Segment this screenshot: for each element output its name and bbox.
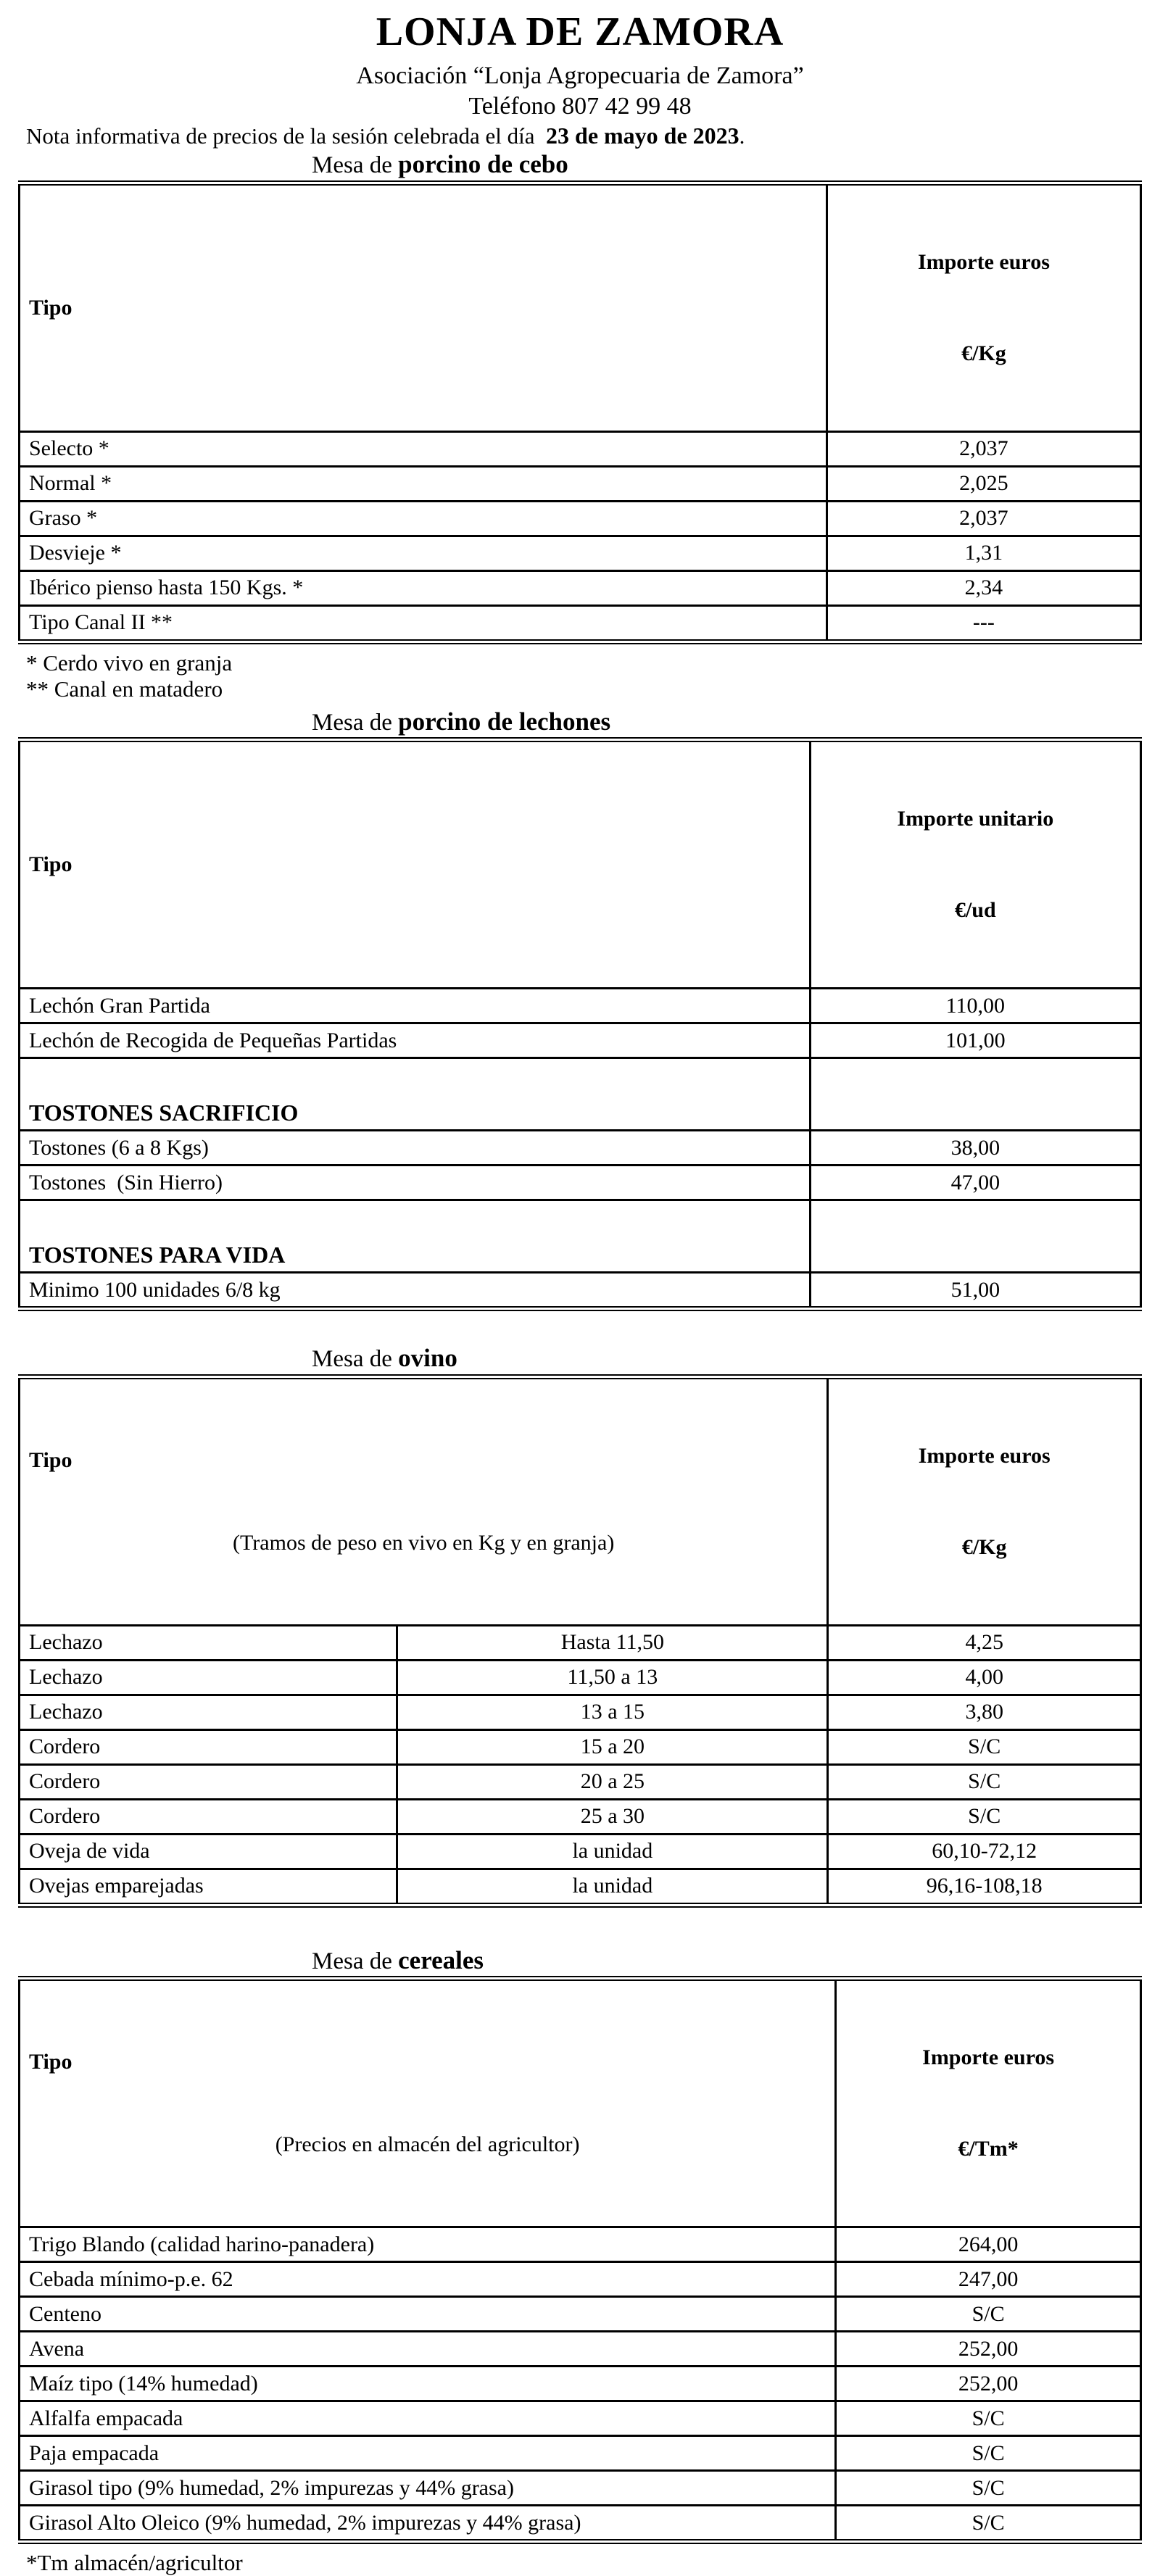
row-value: 2,025 [826,466,1140,501]
tipo-subnote: (Precios en almacén del agricultor) [275,2132,580,2157]
cereales-table [18,1976,1142,2544]
row-label: Tostones (6 a 8 Kgs) [20,1131,811,1166]
row-value: 252,00 [836,2332,1141,2367]
row-label: Graso * [20,501,827,536]
table-row [20,1660,1141,1695]
row-label: Selecto * [20,431,827,466]
row-label: Lechón Gran Partida [20,989,811,1023]
table-row [20,1869,1141,1905]
row-value: --- [826,605,1140,641]
row-label: Paja empacada [20,2436,836,2471]
row-range: la unidad [397,1834,828,1869]
row-range: 25 a 30 [397,1799,828,1834]
table-row [20,1695,1141,1729]
table-row [20,501,1141,536]
table-row [20,2297,1141,2332]
col-header-importe [826,183,1140,431]
heading-prefix: Mesa de [312,152,399,178]
row-label: Avena [20,2332,836,2367]
row-value: 47,00 [810,1166,1140,1200]
table-row [20,989,1141,1023]
row-value: S/C [828,1799,1141,1834]
row-label: Girasol Alto Oleico (9% humedad, 2% impurezas y 44% grasa) [20,2506,836,2542]
row-label: Lechón de Recogida de Pequeñas Partidas [20,1023,811,1058]
importe-label: Importe euros [917,249,1050,274]
row-value: 247,00 [836,2262,1141,2297]
row-value: 51,00 [810,1273,1140,1309]
row-label: Minimo 100 unidades 6/8 kg [20,1273,811,1309]
table-row [20,1023,1141,1058]
table-section-row [20,1200,1141,1273]
section-label: TOSTONES SACRIFICIO [20,1058,811,1131]
session-note-period: . [739,123,745,149]
section-heading-cereales [312,1945,1160,1977]
table-row [20,2367,1141,2401]
row-value: 252,00 [836,2367,1141,2401]
session-note [26,122,1160,149]
row-range: 15 a 20 [397,1729,828,1764]
section-label: TOSTONES PARA VIDA [20,1200,811,1273]
row-range: 11,50 a 13 [397,1660,828,1695]
table-row [20,1166,1141,1200]
row-value: 96,16-108,18 [828,1869,1141,1905]
col-header-importe [828,1376,1141,1625]
row-label: Normal * [20,466,827,501]
phone-line: Teléfono 807 42 99 48 [468,93,692,120]
page-title: LONJA DE ZAMORA [376,9,784,54]
tipo-label: Tipo [29,1447,72,1472]
porcino-lechones-table [18,737,1142,1311]
row-label: Girasol tipo (9% humedad, 2% impurezas y 44% grasa) [20,2471,836,2506]
row-label: Lechazo [20,1625,397,1660]
table-row [20,605,1141,641]
row-label: Tostones (Sin Hierro) [20,1166,811,1200]
row-label: Lechazo [20,1695,397,1729]
heading-bold: cereales [398,1945,484,1974]
table-row [20,2506,1141,2542]
importe-label: Importe euros [922,2045,1055,2070]
header-row [20,183,1141,431]
table-row [20,1764,1141,1799]
table-row [20,2262,1141,2297]
row-value: 3,80 [828,1695,1141,1729]
row-value: 2,037 [826,501,1140,536]
row-value: 2,34 [826,570,1140,605]
table-row [20,1834,1141,1869]
row-value: 110,00 [810,989,1140,1023]
row-label: Cebada mínimo-p.e. 62 [20,2262,836,2297]
row-value: 38,00 [810,1131,1140,1166]
price-bulletin-page [0,9,1160,2576]
row-range: 13 a 15 [397,1695,828,1729]
row-range: Hasta 11,50 [397,1625,828,1660]
importe-unit: €/ud [954,898,996,923]
row-label: Oveja de vida [20,1834,397,1869]
row-label: Cordero [20,1799,397,1834]
heading-prefix: Mesa de [312,1948,399,1974]
row-label: Trigo Blando (calidad harino-panadera) [20,2227,836,2262]
tipo-label: Tipo [29,2050,72,2074]
table-row [20,2436,1141,2471]
row-label: Desvieje * [20,536,827,570]
row-value: S/C [836,2436,1141,2471]
heading-bold: porcino de cebo [398,150,568,178]
footnote: ** Canal en matadero [26,676,223,702]
row-label: Cordero [20,1729,397,1764]
importe-unit: €/Kg [961,341,1006,365]
table-row [20,2227,1141,2262]
section-heading-porcino-lechones [312,707,1160,738]
row-label: Tipo Canal II ** [20,605,827,641]
row-value: 264,00 [836,2227,1141,2262]
col-header-importe [836,1979,1141,2227]
table-row [20,1729,1141,1764]
importe-label: Importe euros [918,1443,1051,1468]
row-value: S/C [828,1764,1141,1799]
header-row [20,740,1141,989]
footnote: * Cerdo vivo en granja [26,649,233,676]
col-header-importe [810,740,1140,989]
session-date: 23 de mayo de 2023 [546,122,740,149]
association-subtitle: Asociación “Lonja Agropecuaria de Zamora” [356,62,804,89]
importe-unit: €/Kg [961,1534,1007,1559]
row-value: 4,00 [828,1660,1141,1695]
row-range: la unidad [397,1869,828,1905]
heading-bold: porcino de lechones [398,707,611,736]
row-label: Maíz tipo (14% humedad) [20,2367,836,2401]
table-row [20,1799,1141,1834]
porcino-cebo-table [18,180,1142,644]
row-value: 4,25 [828,1625,1141,1660]
importe-unit: €/Tm* [958,2137,1019,2161]
table-row [20,2401,1141,2436]
table-row [20,570,1141,605]
row-value: 1,31 [826,536,1140,570]
table-row [20,2332,1141,2367]
row-label: Ovejas emparejadas [20,1869,397,1905]
row-value: 2,037 [826,431,1140,466]
row-value: S/C [836,2401,1141,2436]
header-row [20,1979,1141,2227]
table-row [20,466,1141,501]
row-label: Alfalfa empacada [20,2401,836,2436]
row-label: Lechazo [20,1660,397,1695]
row-value: S/C [828,1729,1141,1764]
row-value: S/C [836,2471,1141,2506]
heading-prefix: Mesa de [312,1346,399,1373]
heading-bold: ovino [398,1344,457,1373]
col-header-tipo: Tipo [20,183,827,431]
footnote: *Tm almacén/agricultor [26,2550,243,2576]
header-row [20,1376,1141,1625]
importe-label: Importe unitario [897,807,1054,831]
row-label: Ibérico pienso hasta 150 Kgs. * [20,570,827,605]
col-header-tipo [20,1376,828,1625]
row-label: Cordero [20,1764,397,1799]
col-header-tipo: Tipo [20,740,811,989]
table-row [20,1625,1141,1660]
section-heading-porcino-cebo [312,149,1160,180]
session-note-text: Nota informativa de precios de la sesión celebrada el día [26,123,547,149]
section-heading-ovino [312,1343,1160,1374]
row-value: S/C [836,2297,1141,2332]
row-value: S/C [836,2506,1141,2542]
row-label: Centeno [20,2297,836,2332]
table-row [20,431,1141,466]
heading-prefix: Mesa de [312,709,399,736]
row-range: 20 a 25 [397,1764,828,1799]
row-value: 101,00 [810,1023,1140,1058]
row-value: 60,10-72,12 [828,1834,1141,1869]
row-value [810,1200,1140,1273]
ovino-table [18,1374,1142,1908]
table-row [20,1131,1141,1166]
table-row [20,1273,1141,1309]
col-header-tipo [20,1979,836,2227]
table-row [20,2471,1141,2506]
table-section-row [20,1058,1141,1131]
tipo-subnote: (Tramos de peso en vivo en Kg y en granja) [233,1530,615,1555]
row-value [810,1058,1140,1131]
table-row [20,536,1141,570]
